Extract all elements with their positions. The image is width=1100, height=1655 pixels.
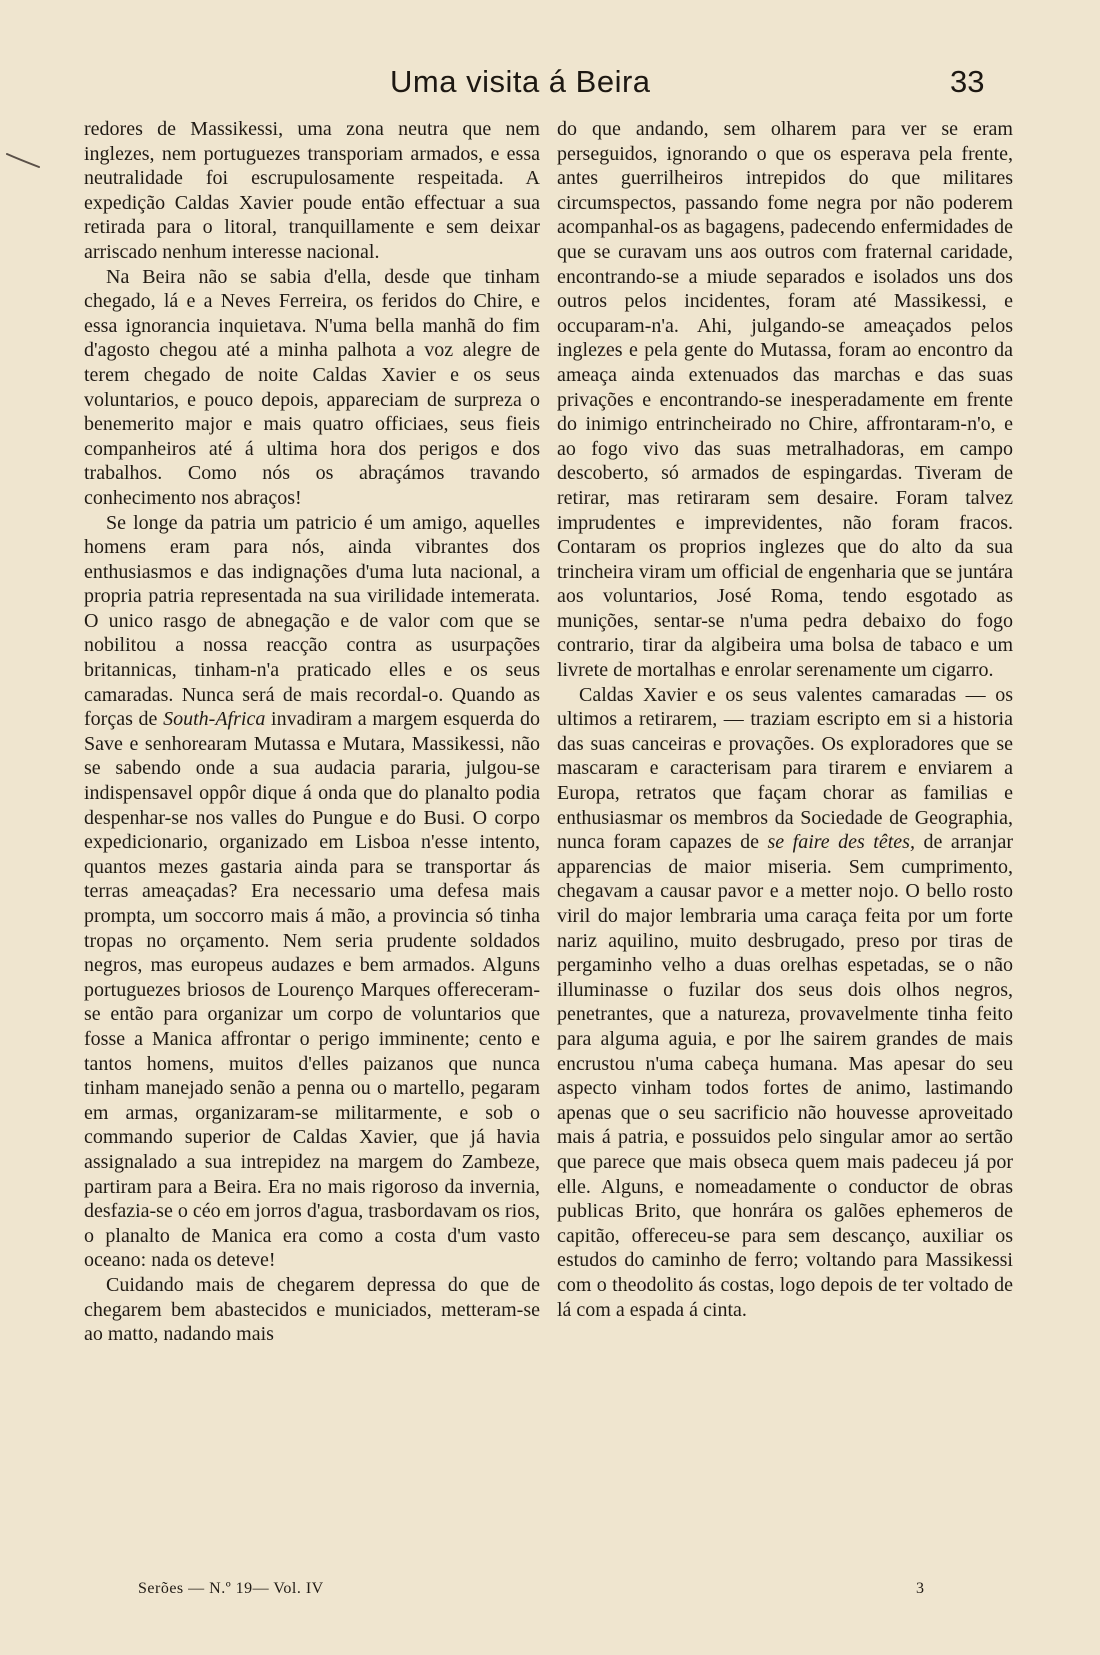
margin-pencil-mark (6, 150, 40, 170)
right-paragraph-2-part-b: de arranjar apparencias de maior miseria. Sem cumprimento, chegavam a causar pavor e a metter nojo. O bello rosto viril do major lembraria uma caraça feita por um forte nariz aquilino, muito desbrugado, preso por tiras de pergaminho velho a duas orelhas espetadas, se o não illuminasse o fuzilar dos seus dois olhos negros, penetrantes, que a natureza, provavelmente tinha feito para alguma aguia, e por lhe sairem grandes de mais encrustou n'uma cabeça humana. Mas apesar do seu aspecto vinham todos fortes de animo, lastimando apenas que o seu sacrificio não houvesse aproveitado mais á patria, e possuidos pelo singular amor ao sertão que parece que mais obseca quem mais padeceu já por elle. Alguns, e nomeadamente o conductor de obras publicas Brito, que honrára os galões ephemeros de capitão, offereceu-se para sem descanço, auxiliar os estudos do caminho de ferro; voltando para Massikessi com o theodolito ás costas, logo depois de ter voltado de lá com a espada á cinta. (557, 831, 1013, 1321)
left-paragraph-3-part-a: Se longe da patria um patricio é um amigo, aquelles homens eram para nós, ainda vibrantes dos enthusiasmos e das indignações d'uma luta nacional, a propria patria representada na sua virilidade intemerata. O unico rasgo de abnegação e de valor com que se nobilitou a nossa reacção contra as usurpações britannicas, tinham-n'a praticado elles e os seus camaradas. Nunca será de mais recordal-o. Quando as forças de (84, 511, 540, 731)
right-paragraph-1: do que andando, sem olharem para ver se eram perseguidos, ignorando o que os esperava pela frente, antes guerrilheiros intrepidos do que militares circumspectos, passando fome negra por não poderem acompanhal-os as bagagens, padecendo enfermidades de que se curavam uns aos outros com fraternal caridade, encontrando-se a miude separados e isolados uns dos outros pelos incidentes, foram até Massikessi, e occuparam-n'a. Ahi, julgando-se ameaçados pelos inglezes e pela gente do Mutassa, foram ao encontro da ameaça ainda extenuados das marchas e das suas privações e encontrando-se inesperadamente em frente do inimigo entrincheirado no Chire, affrontaram-n'o, e ao fogo vivo das suas metralhadoras, em campo descoberto, só armados de espingardas. Tiveram de retirar, mas retiraram sem desaire. Foram talvez imprudentes e imprevidentes, não foram fracos. Contaram os proprios inglezes que do alto da sua trincheira viram um official de engenharia que se juntára aos voluntarios, José Roma, tendo esgotado as munições, sentar-se n'uma pedra debaixo do fogo contrario, tirar da algibeira uma bolsa de tabaco e um livrete de mortalhas e enrolar serenamente um cigarro. (557, 118, 1013, 682)
signature-mark: 3 (916, 1580, 924, 1597)
right-paragraph-2-part-a: Caldas Xavier e os seus valentes camaradas — os ultimos a retirarem, — traziam escripto em si a historia das suas canceiras e provações. Os exploradores que se mascaram e caracterisam para tirarem e enviarem a Europa, retratos que façam chorar as familias e enthusiasmar os membros da Sociedade de Geographia, nunca foram capazes de (557, 683, 1013, 854)
se-faire-des-tetes-italic: se faire des têtes, (767, 831, 915, 854)
page-number: 33 (950, 64, 985, 99)
left-paragraph-3 (84, 511, 540, 1273)
right-column (557, 117, 1013, 1322)
right-paragraph-2 (557, 683, 1013, 1322)
left-paragraph-3-part-b: invadiram a margem esquerda do Save e senhorearam Mutassa e Mutara, Massikessi, não se sabendo onde a sua audacia pararia, julgou-se indispensavel oppôr dique á onda que do planalto podia despenhar-se nos valles do Pungue e do Busi. O corpo expedicionario, organizado em Lisboa n'esse intento, quantos mezes gastaria ainda para se transportar ás terras ameaçadas? Era necessario uma defesa mais prompta, um soccorro mais á mão, a provincia só tinha tropas no orçamento. Nem seria prudente soldados negros, mas europeus audazes e bem armados. Alguns portuguezes briosos de Lourenço Marques offereceram-se então para organizar um corpo de voluntarios que fosse a Manica affrontar o perigo imminente; cento e tantos homens, muitos d'elles paizanos que nunca tinham manejado senão a penna ou o martello, pegaram em armas, organizaram-se militarmente, e sob o commando superior de Caldas Xavier, que já havia assignalado a sua intrepidez na margem do Zambeze, partiram para a Beira. Era no mais rigoroso da invernia, desfazia-se o céo em jorros d'agua, trasbordavam os rios, o planalto de Manica era como a costa d'um vasto oceano: nada os deteve! (84, 708, 541, 1272)
page-header (0, 60, 1100, 110)
south-africa-italic: South-Africa (163, 708, 266, 731)
running-title: Uma visita á Beira (390, 64, 651, 99)
left-paragraph-4: Cuidando mais de chegarem depressa do que de chegarem bem abastecidos e municiados, metteram-se ao matto, nadando mais (84, 1273, 540, 1346)
left-paragraph-2: Na Beira não se sabia d'ella, desde que tinham chegado, lá e a Neves Ferreira, os feridos do Chire, e essa ignorancia inquietava. N'uma bella manhã do fim d'agosto chegou até a minha palhota a voz alegre de terem chegado de noite Caldas Xavier e os seus voluntarios, e pouco depois, appareciam de surpreza o benemerito major e mais quatro officiaes, seus fieis companheiros até á ultima hora dos perigos e dos trabalhos. Como nós os abraçámos travando conhecimento nos abraços! (84, 265, 540, 509)
left-column (84, 117, 540, 1347)
left-paragraph-1: redores de Massikessi, uma zona neutra que nem inglezes, nem portuguezes transporiam armados, e essa neutralidade foi escrupulosamente respeitada. A expedição Caldas Xavier poude então effectuar a sua retirada para o litoral, tranquillamente e sem deixar arriscado nenhum interesse nacional. (84, 118, 540, 263)
issue-footer: Serões — N.º 19— Vol. IV (138, 1580, 324, 1597)
